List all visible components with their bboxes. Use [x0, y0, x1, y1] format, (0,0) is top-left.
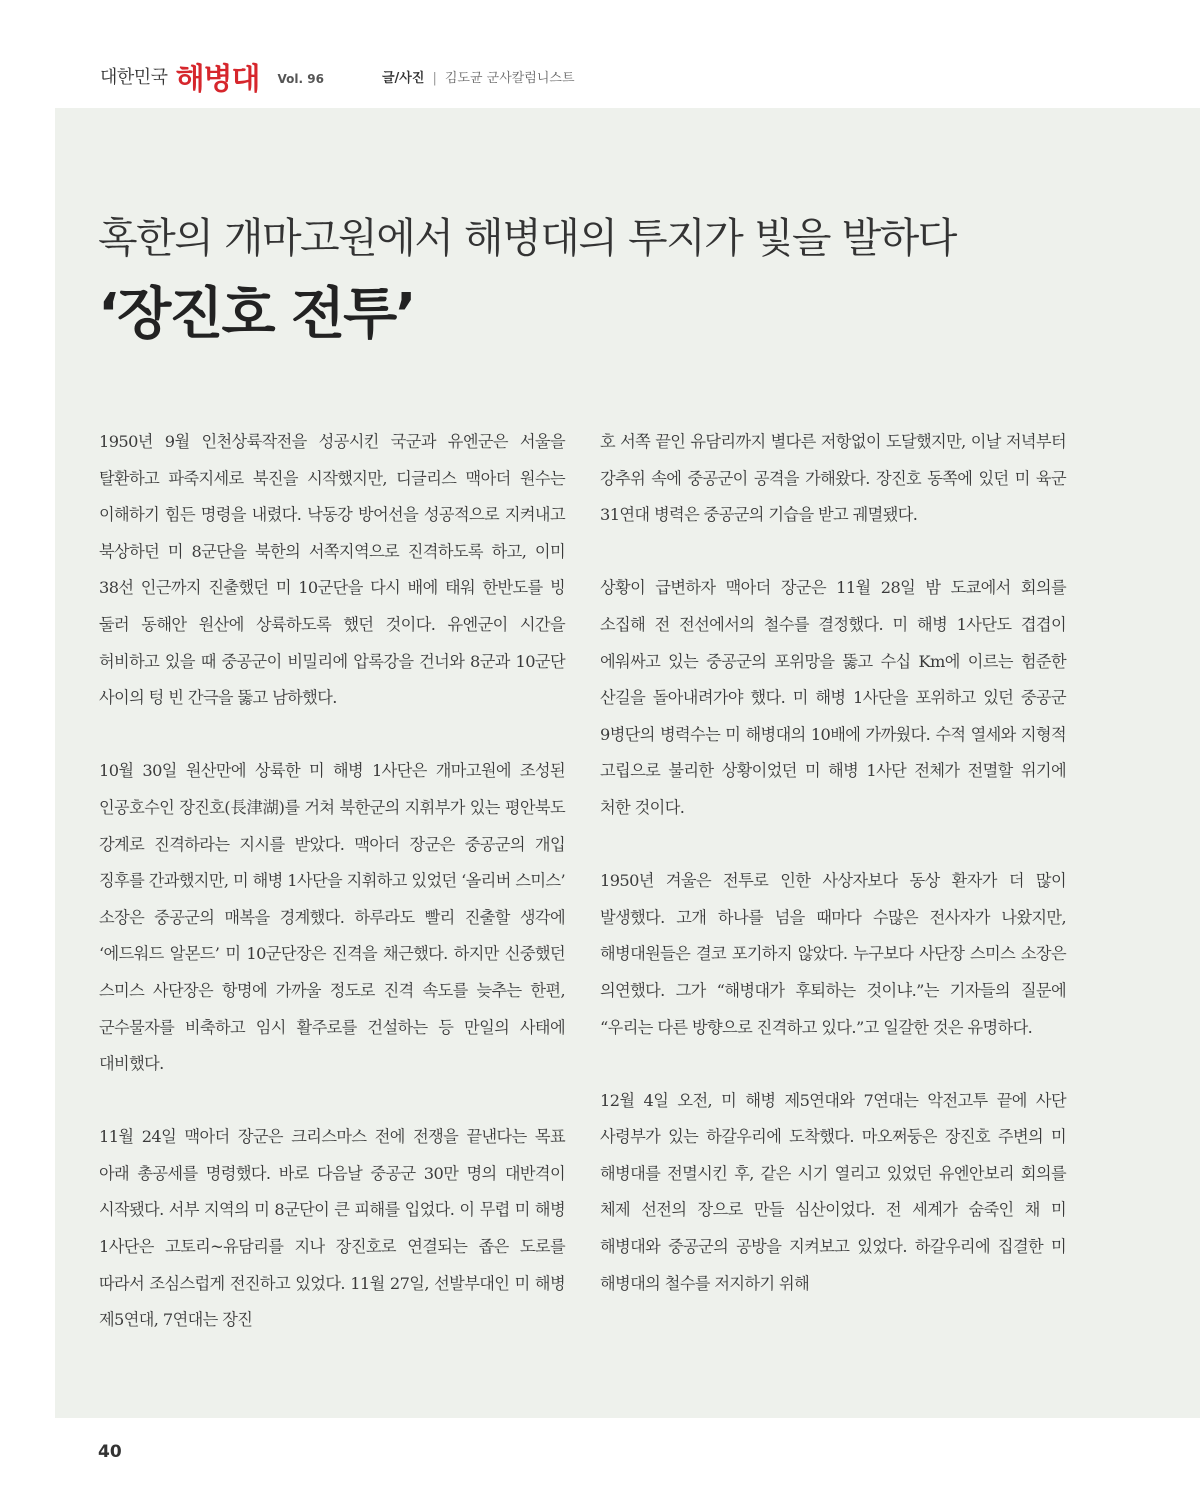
article-subtitle: 혹한의 개마고원에서 해병대의 투지가 빛을 발하다 [98, 214, 956, 262]
credit-label: 글/사진 [382, 71, 425, 86]
paragraph: 12월 4일 오전, 미 해병 제5연대와 7연대는 악전고투 끝에 사단 사령부가 있는 하갈우리에 도착했다. 마오쩌둥은 장진호 주변의 미 해병대를 전멸시킨 후, 같은 시기 열리고 있었던 유엔안보리 회의를 체제 선전의 장으로 만들 심산이었다. 전 세계가 숨죽인 채 미 해병대와 중공군의 공방을 지켜보고 있었다. 하갈우리에 집결한 미 해병대의 철수를 저지하기 위해 [600, 1090, 1066, 1293]
page-number: 40 [98, 1442, 122, 1462]
paragraph: 11월 24일 맥아더 장군은 크리스마스 전에 전쟁을 끝낸다는 목표 아래 총공세를 명령했다. 바로 다음날 중공군 30만 명의 대반격이 시작됐다. 서부 지역의 미 8군단이 큰 피해를 입었다. 이 무렵 미 해병 1사단은 고토리~유담리를 지나 장진호로 연결되는 좁은 도로를 따라서 조심스럽게 전진하고 있었다. 11월 27일, 선발부대인 미 해병 제5연대, 7연대는 장진 [99, 1127, 565, 1330]
article-credit [382, 67, 575, 86]
credit-separator: | [432, 71, 437, 86]
credit-author: 김도균 군사칼럼니스트 [444, 71, 575, 86]
article-column-right [600, 424, 1066, 1302]
paragraph: 호 서쪽 끝인 유담리까지 별다른 저항없이 도달했지만, 이날 저녁부터 강추위 속에 중공군이 공격을 가해왔다. 장진호 동쪽에 있던 미 육군 31연대 병력은 중공군의 기습을 받고 궤멸됐다. [600, 432, 1066, 525]
page-header [100, 58, 1100, 97]
volume-label: Vol. 96 [277, 72, 324, 86]
paragraph: 10월 30일 원산만에 상륙한 미 해병 1사단은 개마고원에 조성된 인공호수인 장진호(長津湖)를 거쳐 북한군의 지휘부가 있는 평안북도 강계로 진격하라는 지시를 받았다. 맥아더 장군은 중공군의 개입 징후를 간과했지만, 미 해병 1사단을 지휘하고 있었던 ‘올리버 스미스’ 소장은 중공군의 매복을 경계했다. 하루라도 빨리 진출할 생각에 ‘에드워드 알몬드’ 미 10군단장은 진격을 채근했다. 하지만 신중했던 스미스 사단장은 항명에 가까울 정도로 진격 속도를 늦추는 한편, 군수물자를 비축하고 임시 활주로를 건설하는 등 만일의 사태에 대비했다. [99, 761, 565, 1074]
paragraph: 1950년 겨울은 전투로 인한 사상자보다 동상 환자가 더 많이 발생했다. 고개 하나를 넘을 때마다 수많은 전사자가 나왔지만, 해병대원들은 결코 포기하지 않았다. 누구보다 사단장 스미스 소장은 의연했다. 그가 “해병대가 후퇴하는 것이냐.”는 기자들의 질문에 “우리는 다른 방향으로 진격하고 있다.”고 일갈한 것은 유명하다. [600, 871, 1066, 1037]
brand-name: 해병대 [175, 62, 260, 97]
brand-prefix: 대한민국 [100, 67, 168, 88]
paragraph: 1950년 9월 인천상륙작전을 성공시킨 국군과 유엔군은 서울을 탈환하고 파죽지세로 북진을 시작했지만, 디글리스 맥아더 원수는 이해하기 힘든 명령을 내렸다. 낙동강 방어선을 성공적으로 지켜내고 북상하던 미 8군단을 북한의 서쪽지역으로 진격하도록 하고, 이미 38선 인근까지 진출했던 미 10군단을 다시 배에 태워 한반도를 빙 둘러 동해안 원산에 상륙하도록 했던 것이다. 유엔군이 시간을 허비하고 있을 때 중공군이 비밀리에 압록강을 건너와 8군과 10군단 사이의 텅 빈 간극을 뚫고 남하했다. [99, 432, 565, 708]
article-column-left [99, 424, 565, 1339]
paragraph: 상황이 급변하자 맥아더 장군은 11월 28일 밤 도쿄에서 회의를 소집해 전 전선에서의 철수를 결정했다. 미 해병 1사단도 겹겹이 에워싸고 있는 중공군의 포위망을 뚫고 수십 Km에 이르는 험준한 산길을 돌아내려가야 했다. 미 해병 1사단을 포위하고 있던 중공군 9병단의 병력수는 미 해병대의 10배에 가까웠다. 수적 열세와 지형적 고립으로 불리한 상황이었던 미 해병 1사단 전체가 전멸할 위기에 처한 것이다. [600, 578, 1066, 817]
article-title: ‘장진호 전투’ [98, 282, 415, 347]
